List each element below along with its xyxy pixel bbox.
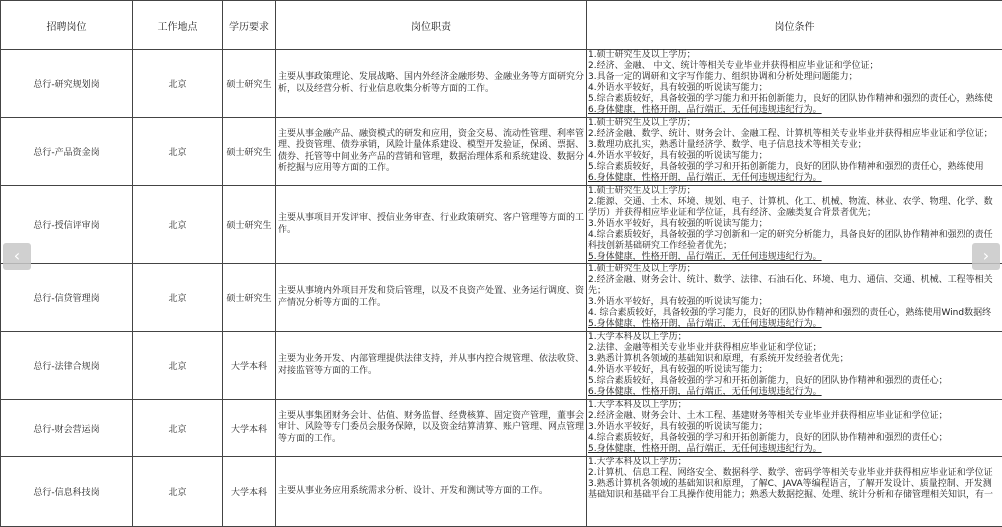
table-row — [1, 118, 1002, 186]
condition-line: 2.经济金融、财务会计、统计、数学、法律、石油石化、环境、电力、通信、交通、机械、工程等相关 — [588, 275, 1002, 286]
duty-cell: 主要为业务开发、内部管理提供法律支持，并从事内控合规管理、依法收贷、对接监管等方面的工作。 — [276, 332, 587, 400]
condition-line: 2.经济金融、财务会计、土木工程、基建财务等相关专业毕业并获得相应毕业证和学位证； — [588, 411, 1002, 422]
location-cell: 北京 — [133, 332, 223, 400]
education-cell: 硕士研究生 — [223, 264, 276, 332]
condition-line: 5.身体健康，性格开朗，品行端正，无任何违规违纪行为。 — [588, 252, 1002, 263]
condition-line: 科技创新基础研究工作经验者优先； — [588, 241, 1002, 252]
location-cell: 北京 — [133, 186, 223, 264]
condition-line: 3.外语水平较好，具有较强的听说读写能力； — [588, 219, 1002, 230]
header-location: 工作地点 — [133, 1, 223, 50]
table-header-row — [1, 1, 1002, 50]
condition-line: 5.综合素质较好，具备较强的学习和开拓创新能力，良好的团队协作精神和强烈的责任心，熟练使用 — [588, 162, 1002, 173]
position-cell: 总行-产品资金岗 — [1, 118, 133, 186]
condition-line: 6.身体健康，性格开朗，品行端正，无任何违规违纪行为。 — [588, 105, 1002, 116]
location-cell: 北京 — [133, 457, 223, 527]
table-row — [1, 264, 1002, 332]
duty-cell: 主要从事政策理论、发展战略、国内外经济金融形势、金融业务等方面研究分析，以及经营分析、行业信息收集分析等方面的工作。 — [276, 50, 587, 118]
next-page-button[interactable]: › — [972, 243, 1000, 270]
condition-line: 1.大学本科及以上学历； — [588, 457, 1002, 468]
duty-cell: 主要从事境内外项目开发和贷后管理，以及不良资产处置、业务运行调度、资产情况分析等方面的工作。 — [276, 264, 587, 332]
conditions-cell — [587, 332, 1002, 400]
header-conditions: 岗位条件 — [587, 1, 1002, 50]
condition-line: 4.综合素质较好，具备较强的学习创新和一定的研究分析能力，具备良好的团队协作精神和强烈的责任 — [588, 230, 1002, 241]
condition-line: 4.外语水平较好，具有较强的听说读写能力； — [588, 365, 1002, 376]
condition-line: 4.外语水平较好，具有较强的听说读写能力； — [588, 151, 1002, 162]
location-cell: 北京 — [133, 118, 223, 186]
education-cell: 大学本科 — [223, 332, 276, 400]
duty-cell: 主要从事业务应用系统需求分析、设计、开发和测试等方面的工作。 — [276, 457, 587, 527]
condition-line: 5.综合素质较好，具备较强的学习能力和开拓创新能力，良好的团队协作精神和强烈的责任心，熟练使 — [588, 94, 1002, 105]
location-cell: 北京 — [133, 50, 223, 118]
condition-line: 3.数理功底扎实，熟悉计量经济学、数学、电子信息技术等相关专业； — [588, 140, 1002, 151]
education-cell: 硕士研究生 — [223, 50, 276, 118]
condition-line: 学历）并获得相应毕业证和学位证，具有经济、金融类复合背景者优先； — [588, 208, 1002, 219]
education-cell: 大学本科 — [223, 457, 276, 527]
education-cell: 硕士研究生 — [223, 186, 276, 264]
condition-line: 3.熟悉计算机各领域的基础知识和原理，了解C、JAVA等编程语言，了解开发设计、质量控制、开发测 — [588, 479, 1002, 490]
condition-line: 3.熟悉计算机各领域的基础知识和原理，有系统开发经验者优先； — [588, 354, 1002, 365]
duty-cell: 主要从事集团财务会计、估值、财务监督、经费核算、固定资产管理，董事会审计、风险等专门委员会服务保障，以及资金结算清算、账户管理、网点管理等方面的工作。 — [276, 400, 587, 457]
condition-line: 4. 综合素质较好，具备较强的学习能力，良好的团队协作精神和强烈的责任心，熟练使用Wind数据终 — [588, 308, 1002, 319]
conditions-cell — [587, 118, 1002, 186]
condition-line: 3.外语水平较好，具有较强的听说读写能力； — [588, 422, 1002, 433]
position-cell: 总行-信贷管理岗 — [1, 264, 133, 332]
condition-line: 6.身体健康，性格开朗，品行端正，无任何违规违纪行为。 — [588, 387, 1002, 398]
prev-page-button[interactable]: ‹ — [3, 243, 31, 270]
condition-line: 5.身体健康，性格开朗，品行端正，无任何违规违纪行为。 — [588, 319, 1002, 330]
conditions-cell — [587, 186, 1002, 264]
location-cell: 北京 — [133, 400, 223, 457]
conditions-cell — [587, 264, 1002, 332]
condition-line: 2.经济、金融、 中文、统计等相关专业毕业并获得相应毕业证和学位证； — [588, 61, 1002, 72]
position-cell: 总行-信息科技岗 — [1, 457, 133, 527]
condition-line: 1.硕士研究生及以上学历； — [588, 186, 1002, 197]
conditions-cell — [587, 50, 1002, 118]
position-cell: 总行-研究规划岗 — [1, 50, 133, 118]
condition-line: 6.身体健康，性格开朗，品行端正，无任何违规违纪行为。 — [588, 173, 1002, 184]
location-cell: 北京 — [133, 264, 223, 332]
condition-line: 4.综合素质较好，具备较强的学习和开拓创新能力，良好的团队协作精神和强烈的责任心； — [588, 433, 1002, 444]
condition-line: 1.硕士研究生及以上学历； — [588, 50, 1002, 61]
position-cell: 总行-法律合规岗 — [1, 332, 133, 400]
condition-line: 2.计算机、信息工程、网络安全、数据科学、数学、密码学等相关专业毕业并获得相应毕业证和学位证 — [588, 468, 1002, 479]
table-row — [1, 400, 1002, 457]
conditions-cell — [587, 457, 1002, 527]
education-cell: 大学本科 — [223, 400, 276, 457]
condition-line: 1.大学本科及以上学历； — [588, 332, 1002, 343]
condition-line: 2.经济金融、数学、统计、财务会计、金融工程、计算机等相关专业毕业并获得相应毕业证和学位证； — [588, 129, 1002, 140]
table-row — [1, 332, 1002, 400]
duty-cell: 主要从事金融产品、融资模式的研发和应用，资金交易、流动性管理、利率管理、投资管理、债券承销，风险计量体系建设、模型开发验证，保函、票据、债券、托管等中间业务产品的营销和管理，数据治理体系和系统建设、数据分析挖掘与应用等方面的工作。 — [276, 118, 587, 186]
header-education: 学历要求 — [223, 1, 276, 50]
position-cell: 总行-财会营运岗 — [1, 400, 133, 457]
condition-line: 2.能源、交通、土木、环境、规划、电子、计算机、化工、机械、物流、林业、农学、物理、化学、数 — [588, 197, 1002, 208]
table-row — [1, 50, 1002, 118]
position-cell: 总行-授信评审岗 — [1, 186, 133, 264]
condition-line: 3.具备一定的调研和文字写作能力、组织协调和分析处理问题能力； — [588, 72, 1002, 83]
condition-line: 1.硕士研究生及以上学历； — [588, 264, 1002, 275]
condition-line: 1.大学本科及以上学历； — [588, 400, 1002, 411]
header-duty: 岗位职责 — [276, 1, 587, 50]
education-cell: 硕士研究生 — [223, 118, 276, 186]
condition-line: 基础知识和基础平台工具操作使用能力；熟悉大数据挖掘、处理、统计分析和存储管理相关知识，有一 — [588, 490, 1002, 501]
conditions-cell — [587, 400, 1002, 457]
condition-line: 5.综合素质较好，具备较强的学习和开拓创新能力，良好的团队协作精神和强烈的责任心； — [588, 376, 1002, 387]
condition-line: 1.硕士研究生及以上学历； — [588, 118, 1002, 129]
condition-line: 4.外语水平较好，具有较强的听说读写能力； — [588, 83, 1002, 94]
table-row — [1, 186, 1002, 264]
condition-line: 先； — [588, 286, 1002, 297]
condition-line: 3.外语水平较好，具有较强的听说读写能力； — [588, 297, 1002, 308]
table-row — [1, 457, 1002, 527]
condition-line: 5.身体健康，性格开朗，品行端正，无任何违规违纪行为。 — [588, 444, 1002, 455]
header-position: 招聘岗位 — [1, 1, 133, 50]
duty-cell: 主要从事项目开发评审、授信业务审查、行业政策研究、客户管理等方面的工作。 — [276, 186, 587, 264]
condition-line: 2.法律、金融等相关专业毕业并获得相应毕业证和学位证； — [588, 343, 1002, 354]
